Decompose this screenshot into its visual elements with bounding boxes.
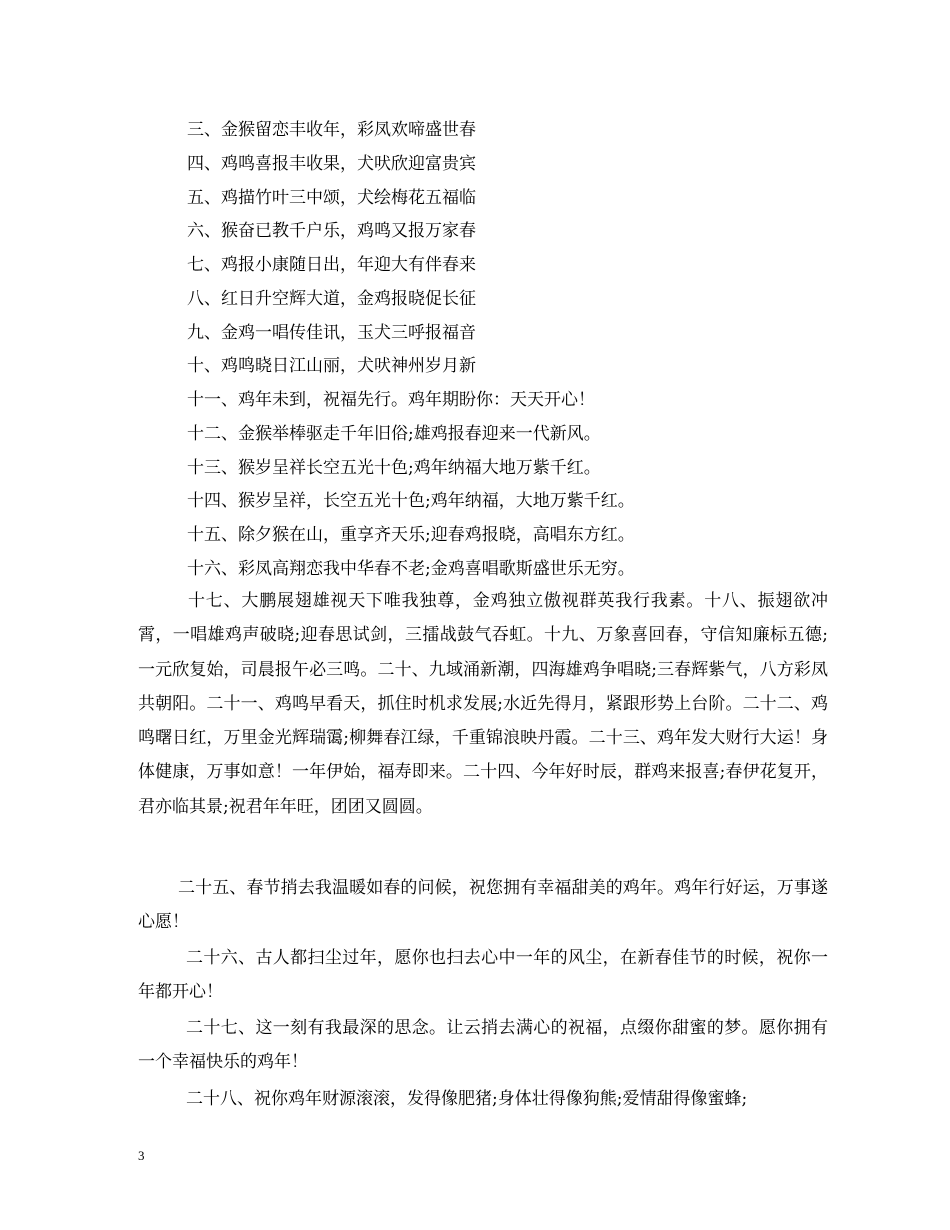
- paragraph-17-24: 十七、大鹏展翅雄视天下唯我独尊，金鸡独立傲视群英我行我素。十八、振翅欲冲霄，一唱雄鸡声破晓;迎春思试剑，三擂战鼓气吞虹。十九、万象喜回春，守信知廉标五德;一元欣复始，司晨报午必三鸣。二十、九域涌新潮，四海雄鸡争唱晓;三春辉紫气，八方彩凤共朝阳。二十一、鸡鸣早看天，抓住时机求发展;水近先得月，紧跟形势上台阶。二十二、鸡鸣曙日红，万里金光辉瑞霭;柳舞春江绿，千重锦浪映丹霞。二十三、鸡年发大财行大运！身体健康，万事如意！一年伊始，福寿即来。二十四、今年好时辰，群鸡来报喜;春伊花复开，君亦临其景;祝君年年旺，团团又圆圆。: [138, 591, 828, 817]
- couplet-line: 十四、猴岁呈祥，长空五光十色;鸡年纳福，大地万紫千红。: [187, 491, 635, 511]
- couplet-line: 四、鸡鸣喜报丰收果，犬吠欣迎富贵宾: [187, 154, 476, 174]
- couplet-line: 十三、猴岁呈祥长空五光十色;鸡年纳福大地万紫千红。: [187, 458, 601, 478]
- couplet-line: 十、鸡鸣晓日江山丽，犬吠神州岁月新: [187, 356, 476, 376]
- couplet-line: 三、金猴留恋丰收年，彩凤欢啼盛世春: [187, 120, 476, 140]
- couplet-line: 十六、彩凤高翔恋我中华春不老;金鸡喜唱歌斯盛世乐无穷。: [187, 559, 635, 579]
- couplet-line: 十二、金猴举棒驱走千年旧俗;雄鸡报春迎来一代新风。: [187, 424, 601, 444]
- couplet-line: 五、鸡描竹叶三中颂，犬绘梅花五福临: [187, 188, 476, 208]
- couplet-line: 八、红日升空辉大道，金鸡报晓促长征: [187, 289, 476, 309]
- greeting-line: 十一、鸡年未到，祝福先行。鸡年期盼你：天天开心！: [187, 390, 595, 410]
- couplet-line: 九、金鸡一唱传佳讯，玉犬三呼报福音: [187, 323, 476, 343]
- paragraph-25: 二十五、春节捎去我温暖如春的问候，祝您拥有幸福甜美的鸡年。鸡年行好运，万事遂心愿！: [138, 878, 828, 933]
- couplet-line: 七、鸡报小康随日出，年迎大有伴春来: [187, 255, 476, 275]
- paragraph-27: 二十七、这一刻有我最深的思念。让云捎去满心的祝福，点缀你甜蜜的梦。愿你拥有一个幸福快乐的鸡年！: [138, 1018, 828, 1073]
- couplet-line: 六、猴奋已教千户乐，鸡鸣又报万家春: [187, 221, 476, 241]
- couplet-line: 十五、除夕猴在山，重享齐天乐;迎春鸡报晓，高唱东方红。: [187, 525, 635, 545]
- paragraph-26: 二十六、古人都扫尘过年，愿你也扫去心中一年的风尘，在新春佳节的时候，祝你一年都开心！: [138, 948, 828, 1003]
- paragraph-28: 二十八、祝你鸡年财源滚滚，发得像肥猪;身体壮得像狗熊;爱情甜得像蜜蜂;: [186, 1089, 748, 1109]
- page-number: 3: [138, 1148, 145, 1163]
